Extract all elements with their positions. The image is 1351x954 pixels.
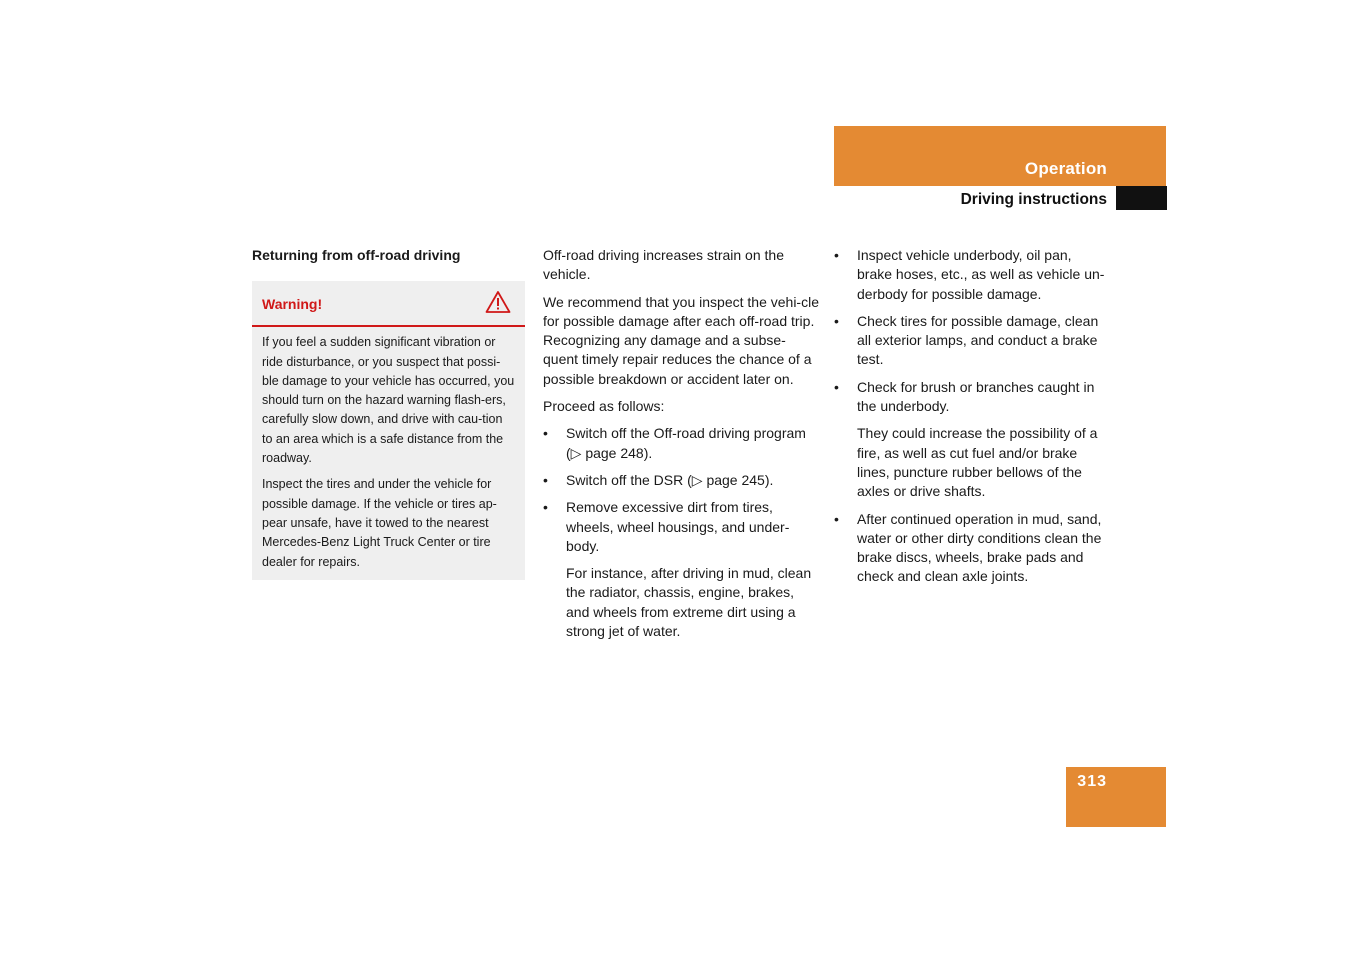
warning-paragraph: If you feel a sudden significant vibration or ride disturbance, or you suspect that possi-ble damage to your vehicle has occurred, you should turn on the hazard warning flash-ers, carefully slow down, and drive with cau-tion to an area which is a safe distance from the roadway.: [262, 335, 515, 466]
list-item-text: After continued operation in mud, sand, water or other dirty conditions clean the brake discs, wheels, brake pads and check and clean axle joints.: [857, 510, 1102, 585]
subsection-title: Driving instructions: [960, 191, 1107, 208]
bullet-icon: •: [834, 510, 839, 527]
list-item: [834, 246, 1110, 304]
page-number: 313: [1077, 773, 1107, 790]
list-item-text: Inspect vehicle underbody, oil pan, brake hoses, etc., as well as vehicle un-derbody for possible damage.: [857, 247, 1105, 302]
warning-paragraph: Inspect the tires and under the vehicle for possible damage. If the vehicle or tires ap-pear unsafe, have it towed to the nearest Mercedes-Benz Light Truck Center or tire dealer for repairs.: [262, 477, 497, 569]
warning-label: Warning!: [262, 296, 323, 313]
list-item: [834, 312, 1110, 370]
list-item-text: Switch off the Off-road driving program (▷ page 248).: [566, 425, 806, 461]
warning-header: [252, 281, 525, 327]
section-title: Operation: [1024, 159, 1107, 178]
list-item: [543, 471, 819, 490]
bullet-icon: •: [834, 378, 839, 395]
warning-box: [252, 281, 525, 580]
list-item-text: Check tires for possible damage, clean all exterior lamps, and conduct a brake test.: [857, 312, 1099, 368]
list-item-text: Check for brush or branches caught in the underbody.: [857, 378, 1095, 415]
bullet-icon: •: [543, 425, 548, 442]
body-paragraph: Off-road driving increases strain on the vehicle.: [543, 247, 784, 283]
column-middle: [543, 246, 819, 649]
column-right: [834, 246, 1110, 595]
list-note: For instance, after driving in mud, clean the radiator, chassis, engine, brakes, and wheels from extreme dirt using a strong jet of water.: [566, 565, 812, 640]
list-item: [834, 510, 1110, 587]
list-item: [543, 498, 819, 556]
topic-heading: Returning from off-road driving: [252, 247, 461, 263]
bullet-icon: •: [543, 471, 548, 488]
section-marker-tab: [1116, 186, 1167, 210]
body-paragraph: We recommend that you inspect the vehi-cle for possible damage after each off-road trip. Recognizing any damage and a subse-quent timely repair reduces the chance of a possible breakdown or accident later on.: [543, 293, 819, 387]
bullet-icon: •: [834, 312, 839, 329]
list-item: [834, 378, 1110, 417]
list-item-text: Switch off the DSR (▷ page 245).: [566, 471, 774, 488]
section-header-band: [834, 126, 1166, 186]
column-left: [252, 246, 526, 580]
body-paragraph: Proceed as follows:: [543, 398, 665, 415]
warning-triangle-icon: [485, 290, 511, 314]
bullet-icon: •: [543, 499, 548, 516]
list-item: [543, 424, 819, 463]
list-note: They could increase the possibility of a fire, as well as cut fuel and/or brake lines, puncture rubber bellows of the axles or drive shafts.: [857, 425, 1098, 500]
warning-body: [252, 327, 525, 580]
bullet-icon: •: [834, 247, 839, 263]
list-item-text: Remove excessive dirt from tires, wheels, wheel housings, and under-body.: [566, 499, 790, 554]
